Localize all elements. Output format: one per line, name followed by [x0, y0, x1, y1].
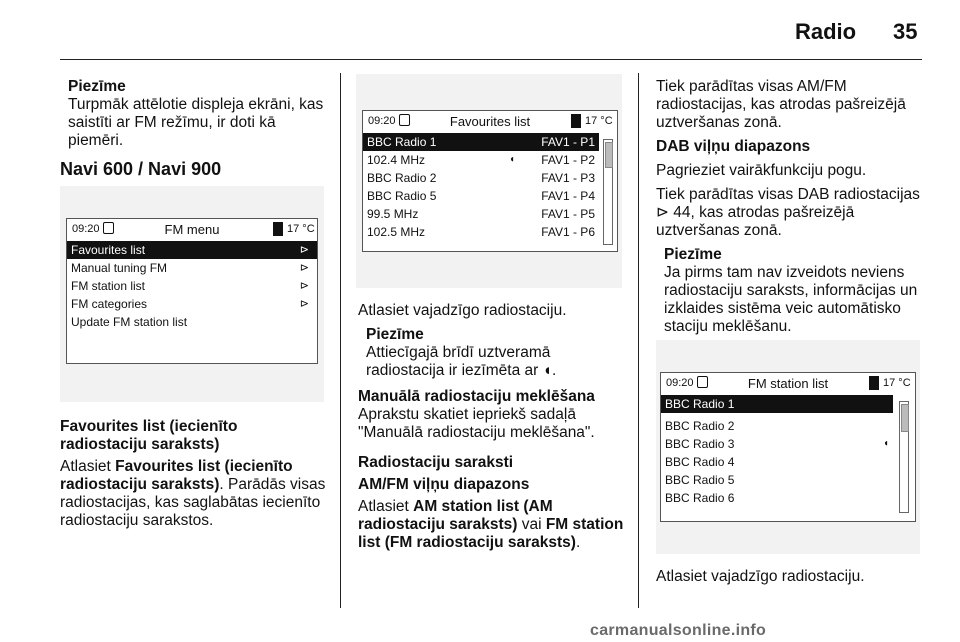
temperature: 17 °C — [883, 377, 911, 389]
chevron-right-icon: ⊳ — [299, 280, 309, 292]
favourites-display — [362, 110, 618, 252]
fm-menu-screenshot — [60, 186, 324, 402]
favourites-list — [363, 133, 599, 241]
menu-item-station-list[interactable]: FM station list ⊳ — [71, 279, 309, 293]
clock-time: 09:20 — [368, 115, 396, 127]
speaker-icon: ◖ — [509, 154, 516, 165]
paragraph: Atlasiet vajadzīgo radiostaciju. — [358, 302, 567, 319]
header-rule — [60, 59, 922, 60]
list-item[interactable]: BBC Radio 3 ◖ — [665, 437, 890, 451]
scroll-thumb[interactable] — [605, 142, 613, 168]
note-text: Ja pirms tam nav izveidots neviens radiostaciju saraksts, informācijas un izklaides sistēma veic automātisko staciju meklēšanu. — [664, 264, 918, 335]
menu-item-categories[interactable]: FM categories ⊳ — [71, 297, 309, 311]
station-list — [661, 395, 893, 507]
page-number: 35 — [893, 19, 918, 44]
display-status-bar — [363, 111, 617, 133]
scroll-thumb[interactable] — [901, 404, 909, 432]
section-title: Radio — [795, 19, 857, 44]
sub-heading: Manuālā radiostaciju meklēšana — [358, 388, 595, 405]
speaker-icon: ◖ — [883, 438, 890, 449]
note-1 — [68, 78, 328, 150]
temperature: 17 °C — [585, 115, 613, 127]
paragraph: Atlasiet Favourites list (iecienīto radiostaciju saraksts). Parādās visas radiostacijas, kas saglabātas iecienīto radiostaciju sarakstos. — [60, 458, 326, 529]
display-title: Favourites list — [449, 114, 531, 129]
temperature: 17 °C — [287, 223, 315, 235]
sub-heading: Radiostaciju saraksti — [358, 454, 514, 471]
paragraph: Tiek parādītas visas DAB radiostacijas ⊳ 44, kas atrodas pašreizējā uztveršanas zonā. — [656, 186, 920, 239]
paragraph: Aprakstu skatiet iepriekš sadaļā "Manuālā radiostaciju meklēšana". — [358, 406, 595, 441]
list-item[interactable]: BBC Radio 2 FAV1 - P3 — [367, 171, 595, 185]
menu-list — [67, 241, 317, 331]
list-item[interactable]: 102.5 MHz FAV1 - P6 — [367, 225, 595, 239]
column-divider-2 — [638, 73, 639, 608]
menu-item-manual-tuning[interactable]: Manual tuning FM ⊳ — [71, 261, 309, 275]
scrollbar[interactable] — [899, 401, 909, 513]
column-1-lower — [60, 418, 328, 536]
chevron-right-icon: ⊳ — [299, 244, 309, 256]
column-divider-1 — [340, 73, 341, 608]
page-header — [0, 0, 960, 60]
menu-item-favourites[interactable]: Favourites list ⊳ — [67, 241, 317, 259]
note-title: Piezīme — [366, 326, 424, 343]
thermometer-icon — [869, 376, 879, 390]
paragraph: Pagrieziet vairākfunkciju pogu. — [656, 162, 867, 179]
sub-heading: Favourites list (iecienīto radiostaciju saraksts) — [60, 418, 238, 453]
list-item[interactable]: BBC Radio 1 FAV1 - P1 — [363, 133, 599, 151]
list-item[interactable]: BBC Radio 5 FAV1 - P4 — [367, 189, 595, 203]
scrollbar[interactable] — [603, 139, 613, 245]
list-item[interactable]: 102.4 MHz ◖ FAV1 - P2 — [367, 153, 595, 167]
thermometer-icon — [571, 114, 581, 128]
note-title: Piezīme — [664, 246, 722, 263]
list-item[interactable]: BBC Radio 4 — [665, 455, 735, 469]
note-title: Piezīme — [68, 78, 126, 95]
chevron-right-icon: ⊳ — [299, 298, 309, 310]
column-2 — [358, 302, 628, 558]
station-list-display — [660, 372, 916, 522]
favourites-screenshot — [356, 74, 622, 288]
note-2 — [366, 326, 628, 380]
sub-heading: AM/FM viļņu diapazons — [358, 476, 530, 493]
list-item[interactable]: 99.5 MHz FAV1 - P5 — [367, 207, 595, 221]
clock-time: 09:20 — [72, 223, 100, 235]
note-text: Turpmāk attēlotie displeja ekrāni, kas saistīti ar FM režīmu, ir doti kā piemēri. — [68, 96, 324, 149]
station-list-screenshot — [656, 340, 920, 554]
fm-menu-display — [66, 218, 318, 364]
section-heading: Navi 600 / Navi 900 — [60, 159, 222, 179]
list-item[interactable]: BBC Radio 5 — [665, 473, 735, 487]
list-item[interactable]: BBC Radio 2 — [665, 419, 735, 433]
column-3 — [656, 78, 924, 344]
thermometer-icon — [273, 222, 283, 236]
list-item[interactable]: BBC Radio 1 — [661, 395, 893, 413]
column-3-lower — [656, 568, 924, 592]
clock-time: 09:20 — [666, 377, 694, 389]
display-status-bar — [661, 373, 915, 395]
paragraph: Atlasiet AM station list (AM radiostaciju saraksts) vai FM station list (FM radiostaciju saraksts). — [358, 498, 624, 551]
column-1 — [60, 78, 328, 192]
paragraph: Tiek parādītas visas AM/FM radiostacijas, kas atrodas pašreizējā uztveršanas zonā. — [656, 78, 906, 131]
paragraph: Atlasiet vajadzīgo radiostaciju. — [656, 568, 865, 585]
display-status-bar — [67, 219, 317, 241]
list-item[interactable]: BBC Radio 6 — [665, 491, 735, 505]
chevron-right-icon: ⊳ — [299, 262, 309, 274]
display-title: FM menu — [164, 222, 220, 237]
display-title: FM station list — [747, 376, 829, 391]
menu-item-update-list[interactable]: Update FM station list — [71, 315, 188, 329]
sub-heading: DAB viļņu diapazons — [656, 138, 811, 155]
watermark-footer: carmanualsonline.info — [590, 622, 767, 639]
note-3 — [664, 246, 924, 336]
note-text: Attiecīgajā brīdī uztveramā radiostacija ir iezīmēta ar ◖. — [366, 344, 557, 379]
